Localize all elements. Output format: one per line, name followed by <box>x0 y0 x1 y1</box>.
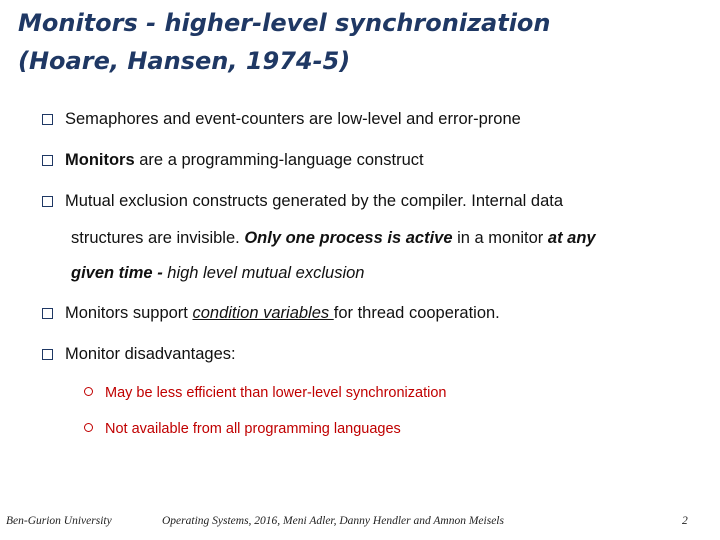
circle-bullet-icon <box>84 423 93 432</box>
italic-text: high level mutual exclusion <box>162 264 365 282</box>
bullet-disadvantages <box>42 345 236 364</box>
checkbox-bullet-icon <box>42 196 53 207</box>
checkbox-bullet-icon <box>42 308 53 319</box>
bullet-text: in a monitor <box>452 229 548 247</box>
bullet-text: structures are invisible. <box>71 229 245 247</box>
bullet-text: Monitors support <box>65 304 193 322</box>
bullet-text: for thread cooperation. <box>333 304 500 322</box>
checkbox-bullet-icon <box>42 349 53 360</box>
footer-course: Operating Systems, 2016, Meni Adler, Danny Hendler and Amnon Meisels <box>162 515 504 527</box>
bullet-text: Monitor disadvantages: <box>65 345 236 363</box>
bullet-condition-variables <box>42 304 500 323</box>
sub-bullet-availability <box>84 421 401 437</box>
sub-bullet-text: May be less efficient than lower-level synchronization <box>105 385 447 401</box>
circle-bullet-icon <box>84 387 93 396</box>
bullet-text: Semaphores and event-counters are low-level and error-prone <box>65 110 521 128</box>
title-line-2: (Hoare, Hansen, 1974-5) <box>18 47 351 75</box>
emphasis-text: Only one process is active <box>244 229 453 247</box>
underlined-term: condition variables <box>192 304 334 322</box>
bullet-continuation-2 <box>71 264 364 283</box>
emphasis-text: at any <box>547 229 596 247</box>
bullet-monitors-construct <box>42 151 424 170</box>
bullet-semaphores <box>42 110 521 129</box>
bullet-bold-term: Monitors <box>65 151 135 169</box>
footer-university: Ben-Gurion University <box>6 515 112 527</box>
bullet-text: Mutual exclusion constructs generated by the compiler. Internal data <box>65 192 564 210</box>
emphasis-text: given time - <box>71 264 163 282</box>
slide-title <box>18 4 708 80</box>
bullet-continuation-1 <box>71 229 596 248</box>
footer-page-number: 2 <box>682 515 688 527</box>
title-line-1: Monitors - higher-level synchronization <box>18 9 551 37</box>
bullet-text: are a programming-language construct <box>134 151 424 169</box>
sub-bullet-efficiency <box>84 385 446 401</box>
sub-bullet-text: Not available from all programming languages <box>105 421 401 437</box>
bullet-mutual-exclusion <box>42 192 563 211</box>
checkbox-bullet-icon <box>42 155 53 166</box>
checkbox-bullet-icon <box>42 114 53 125</box>
